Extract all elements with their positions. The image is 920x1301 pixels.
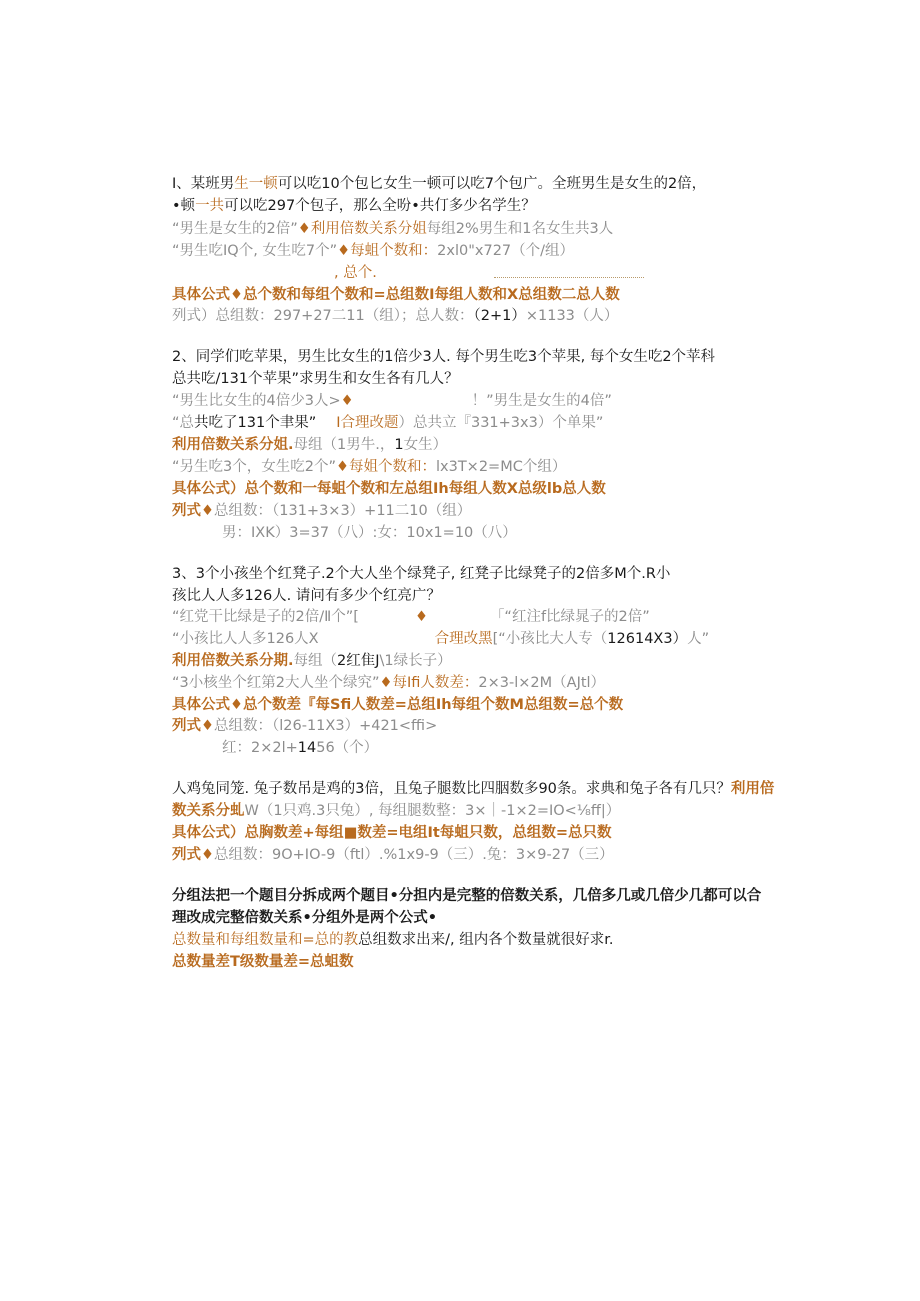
p1-text: 每组2%男生和1名女生共3人 (426, 221, 614, 237)
p2-text: ！”男生是女生的4倍” (471, 393, 612, 409)
p4-text: 列式♦ (172, 847, 214, 863)
p1-text: 生一顿 (234, 176, 278, 192)
p3-step-line-1 (172, 607, 650, 627)
p2-text: 1 (394, 437, 404, 453)
p3-text: “小孩比人人多126人X (172, 631, 319, 647)
p3-text: 14 (297, 740, 317, 756)
p2-text: lx3T×2=MC个组） (435, 459, 567, 475)
p1-solution (172, 306, 618, 326)
p2-text: 女生） (403, 437, 448, 453)
p1-text: I、某班男 (172, 176, 235, 192)
p3-text: 「“红注f比绿晁子的2倍” (489, 609, 650, 625)
p3-solution-line-1 (172, 716, 437, 736)
p2-question-line-2: 总共吃/131个苹果”求男生和女生各有几人？ (172, 371, 459, 387)
p3-text: 总组数：（l26-11X3）+421<ffi> (214, 718, 438, 734)
p2-text: 列式♦ (172, 503, 214, 519)
p1-text: 可以吃10个包匕女生一顿可以吃7个包广。全班男生是女生的2倍， (277, 176, 707, 192)
p1-total-note: , 总个. (334, 265, 377, 281)
p4-question-line-2 (172, 801, 620, 821)
p3-solution-line-2 (222, 738, 378, 758)
p3-text: 列式♦ (172, 718, 214, 734)
p3-step-line-4 (172, 673, 605, 693)
p2-step-line-3 (172, 435, 447, 455)
p4-text: 总组数：9O+IO-9（ftl）.%1x9-9（三）.兔：3×9-27（三） (214, 847, 614, 863)
p3-question-line-2: 孩比人人多126人. 请问有多少个红亮广？ (172, 588, 441, 604)
p2-text: 总组数：（131+3×3）+11二10（组） (214, 503, 472, 519)
p2-text: ）总共立『331+3x3）个单果” (398, 415, 604, 431)
p1-formula: 具体公式♦总个数和每组个数和=总组数I每组人数和X总组数二总人数 (172, 287, 620, 303)
p2-text: 利用倍数关系分姐. (172, 437, 294, 453)
p2-text: 母组（1男牛.， (293, 437, 395, 453)
p1-text: “男生是女生的2倍” (172, 221, 298, 237)
p1-text: 一共 (195, 198, 225, 214)
p2-step-line-2 (172, 413, 603, 433)
p1-step-line-2 (172, 241, 574, 261)
p2-text: ♦每姐个数和： (335, 459, 436, 475)
summary-text: 总数量和每组数量和=总的教 (172, 932, 359, 948)
p1-text: ♦每蛆个数和： (337, 243, 438, 259)
p4-text: 人鸡兔同笼. 兔子数吊是鸡的3倍，且兔子腿数比四胭数多90条。求典和兔子各有几只？ (172, 781, 731, 797)
p1-text: “男生吃IQ个, 女生吃7个” (172, 243, 338, 259)
p3-text: “红党干比绿是子的2倍/Ⅱ个”[ (172, 609, 359, 625)
p3-text: ♦ (414, 609, 428, 625)
p3-text: “3小核坐个红第2大人坐个绿究” (172, 675, 380, 691)
p1-text: 列式）总组数：297+27二11（组）；总人数： (172, 308, 474, 324)
summary-line-4: 总数量差T级数量差=总蛆数 (172, 954, 354, 970)
p2-text: ♦ (340, 393, 354, 409)
p2-question-line-1: 2、同学们吃苹果，男生比女生的1倍少3人. 每个男生吃3个苹果, 每个女生吃2个苹科 (172, 349, 716, 365)
p4-solution (172, 845, 614, 865)
p2-text: 共吃了131个聿果” (194, 415, 317, 431)
p3-text: 56（个） (316, 740, 379, 756)
p4-text: 利用倍 (730, 781, 775, 797)
p4-text: 数关系分虬 (172, 803, 245, 819)
p2-solution-line-1 (172, 501, 471, 521)
p3-text: \1绿长子） (379, 653, 452, 669)
p1-step-line-1 (172, 219, 613, 239)
p3-step-line-3 (172, 651, 452, 671)
p4-question-line-1 (172, 779, 774, 799)
p2-step-line-4 (172, 457, 566, 477)
p1-text: （2+1） (473, 308, 526, 324)
p3-text: 人” (687, 631, 710, 647)
p3-text: 红：2×2l+ (222, 740, 298, 756)
p1-text: 可以吃297个包子，那么全吩•共仃多少名学生？ (224, 198, 536, 214)
p2-step-line-1 (172, 391, 612, 411)
p1-question-line-1 (172, 174, 706, 194)
summary-line-1: 分组法把一个题目分拆成两个题目•分担内是完整的倍数关系，几倍多几或几倍少几都可以合 (172, 888, 762, 904)
p4-text: W（1只鸡.3只兔）, 每组腿数整：3×｜-1×2=IO<⅛ff|） (244, 803, 621, 819)
dotted-divider (494, 277, 644, 278)
p3-text: 合理改黑 (434, 631, 493, 647)
p2-formula: 具体公式）总个数和一每蛆个数和左总组Ih每组人数X总级lb总人数 (172, 481, 606, 497)
p3-text: ♦每Ifi人数差： (379, 675, 479, 691)
p2-text: “男生比女生的4倍少3人> (172, 393, 341, 409)
p3-text: 2×3-l×2M（AJtl） (478, 675, 606, 691)
p3-formula: 具体公式♦总个数差『每Sfi人数差=总组Ih每组个数M总组数=总个数 (172, 697, 624, 713)
p3-text: 每组（ (293, 653, 338, 669)
p3-text: 12614X3） (607, 631, 688, 647)
summary-text: 总组数求出来/, 组内各个数量就很好求r. (358, 932, 614, 948)
summary-line-2: 理改成完整倍数关系•分组外是两个公式• (172, 910, 438, 926)
p3-text: 利用倍数关系分期. (172, 653, 294, 669)
p3-question-line-1: 3、3个小孩坐个红凳子.2个大人坐个绿凳子, 红凳子比绿凳子的2倍多M个.R小 (172, 566, 671, 582)
p1-text: •顿 (172, 198, 196, 214)
summary-line-3 (172, 930, 614, 950)
p1-text: ♦利用倍数关系分姐 (297, 221, 427, 237)
p2-solution-line-2: 男：IXK）3=37（八）:女：10x1=10（八） (222, 525, 517, 541)
p1-question-line-2 (172, 196, 536, 216)
p3-text: [“小孩比大人专（ (492, 631, 608, 647)
p2-text: “总 (172, 415, 195, 431)
p1-text: 2xl0"x727（个/组） (437, 243, 575, 259)
p4-formula: 具体公式）总胸数差+每组■数差=电组It每蛆只数，总组数=总只数 (172, 825, 612, 841)
p3-text: 2红隹J (337, 653, 380, 669)
p1-text: ×1133（人） (525, 308, 619, 324)
p2-text: I合理改题 (336, 415, 399, 431)
p3-step-line-2 (172, 629, 709, 649)
p2-text: “另生吃3个，女生吃2个” (172, 459, 336, 475)
